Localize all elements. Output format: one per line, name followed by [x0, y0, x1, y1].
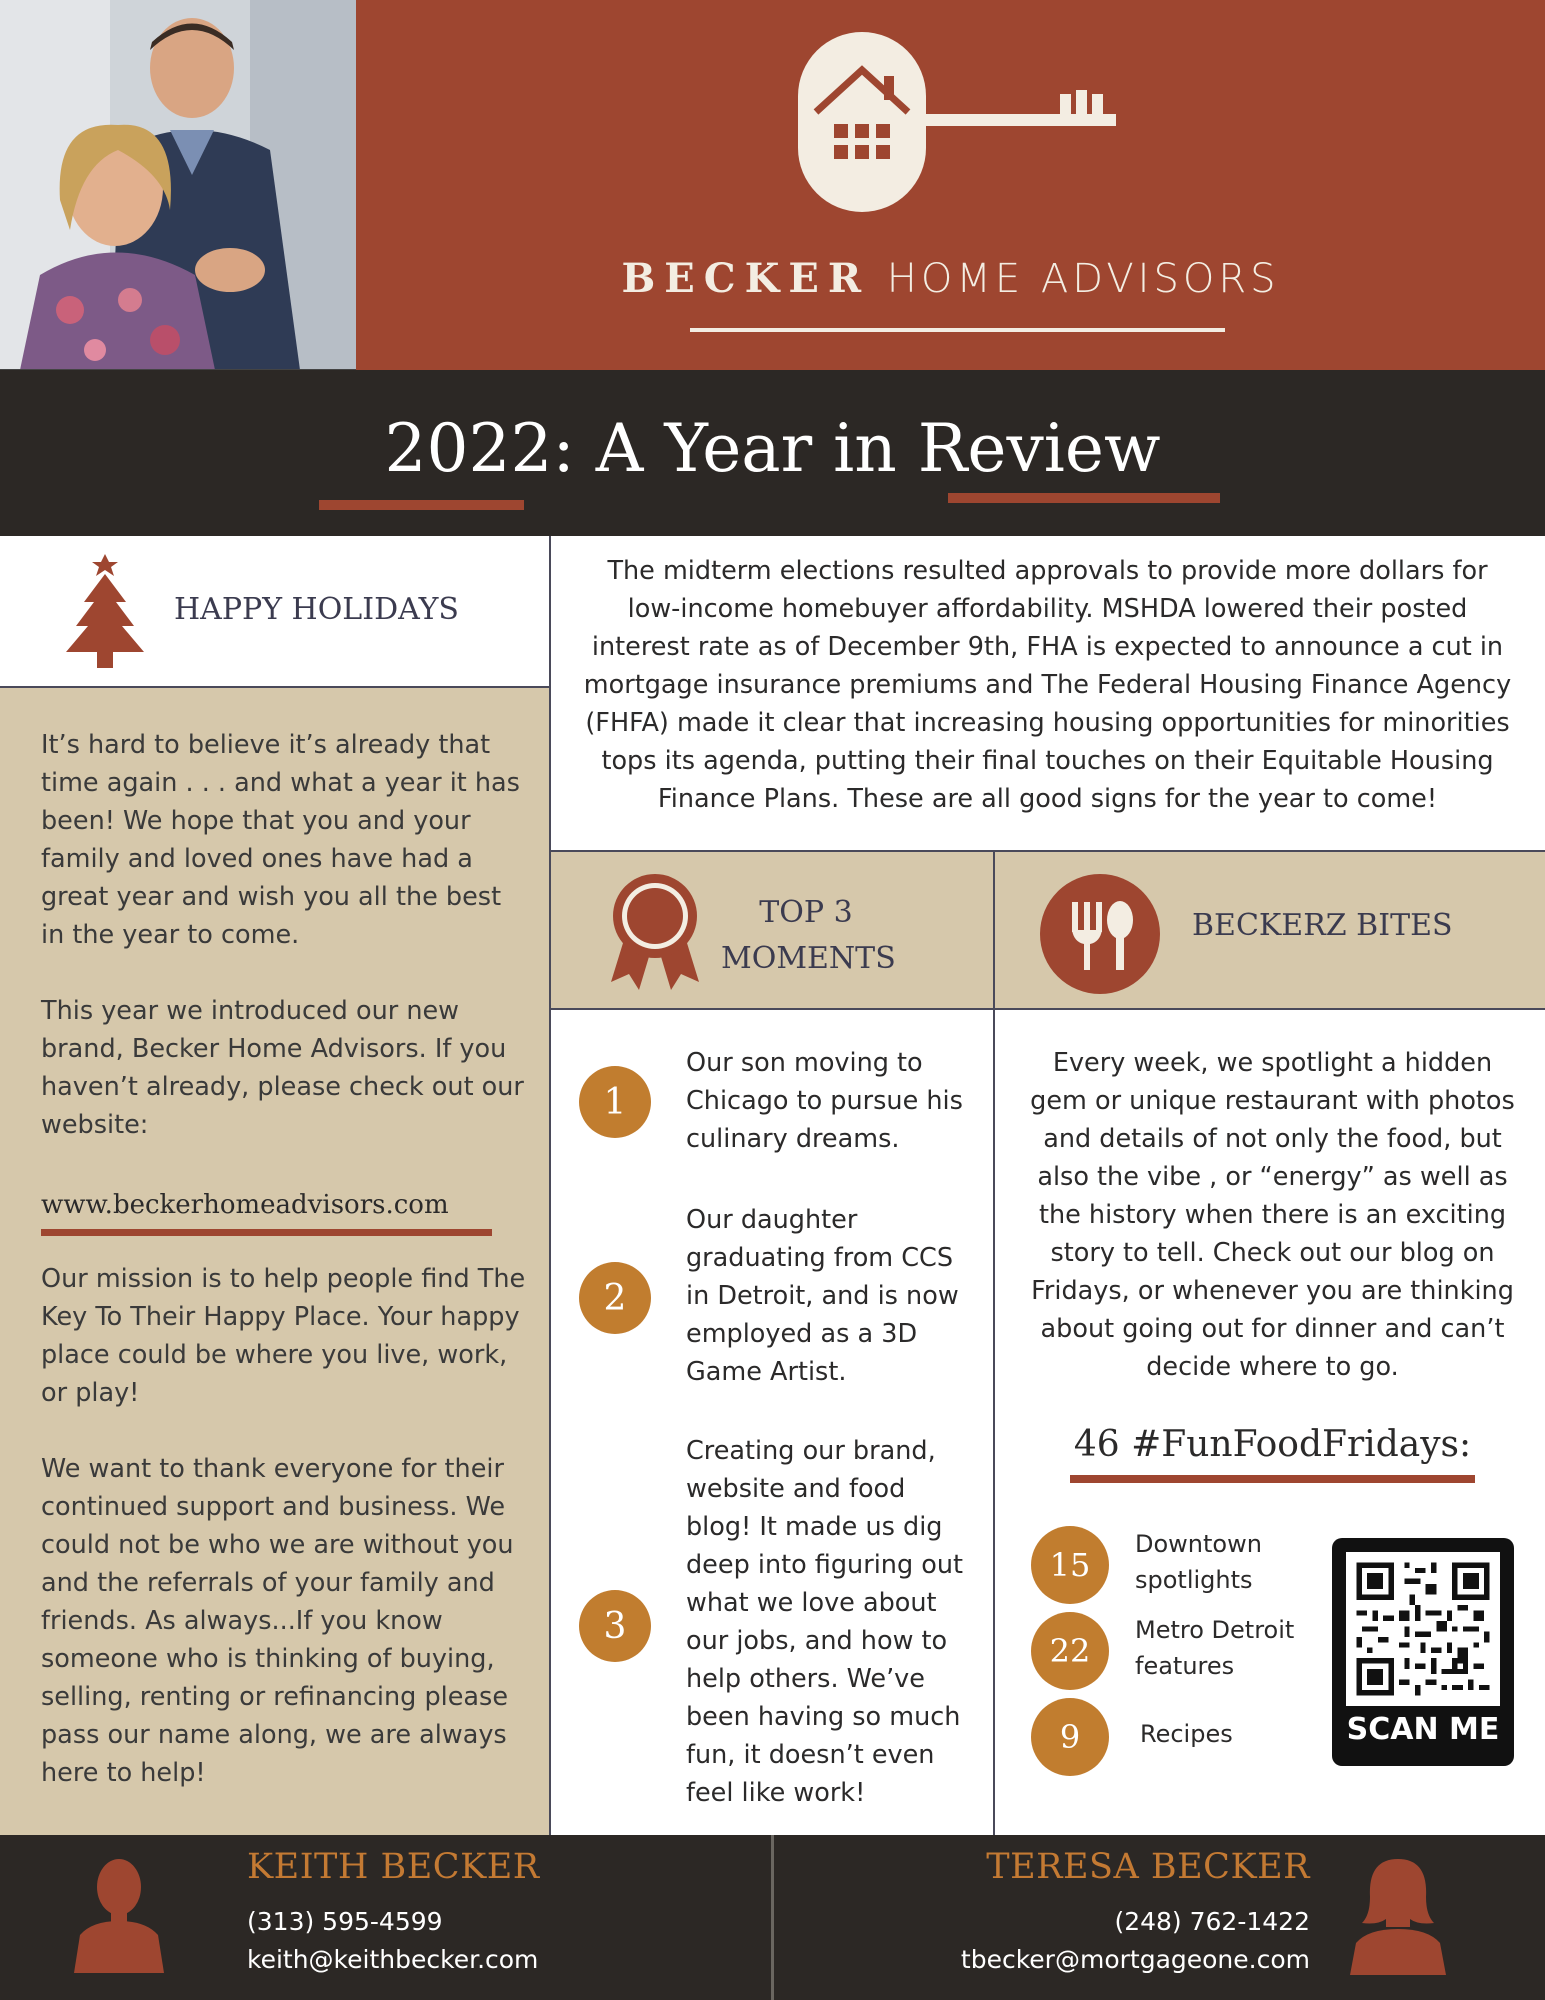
- moment-1-text: Our son moving to Chicago to pursue his culinary dreams.: [686, 1048, 963, 1154]
- fun-food-fridays-heading: 46 #FunFoodFridays:: [1073, 1424, 1472, 1465]
- website-underline: [41, 1229, 492, 1236]
- keith-name: KEITH BECKER: [247, 1847, 540, 1887]
- moment-2-badge: 2: [579, 1262, 651, 1334]
- brand-header: [356, 0, 1545, 370]
- moments-heading: [721, 890, 896, 982]
- moment-3-badge: 3: [579, 1590, 651, 1662]
- stat-downtown-label: Downtown spotlights: [1135, 1530, 1262, 1594]
- qr-scan-label: SCAN ME: [1346, 1712, 1500, 1747]
- house-key-icon: [798, 32, 1138, 216]
- moments-heading-line-2: MOMENTS: [721, 941, 896, 976]
- title-underline-right: [948, 493, 1220, 503]
- holidays-body: [0, 688, 550, 1835]
- bites-paragraph: Every week, we spotlight a hidden gem or unique restaurant with photos and details of not only the food, but also the vibe , or “energy” as well as the history when there is an exciting story to tell. Check out our blog on Fridays, or whenever you are thinking about going out for dinner and can’t decide where to go.: [1030, 1048, 1515, 1382]
- man-silhouette-icon: [72, 1855, 166, 1977]
- keith-phone[interactable]: (313) 595-4599: [247, 1907, 443, 1936]
- teresa-email[interactable]: tbecker@mortgageone.com: [960, 1945, 1310, 1974]
- website-link[interactable]: www.beckerhomeadvisors.com: [41, 1190, 449, 1220]
- holidays-heading: HAPPY HOLIDAYS: [174, 592, 459, 627]
- brand-name: [356, 255, 1545, 302]
- page-title: 2022: A Year in Review: [384, 410, 1161, 487]
- footer-divider: [771, 1835, 774, 2000]
- holidays-paragraph-2: This year we introduced our new brand, Becker Home Advisors. If you haven’t already, please check out our website:: [41, 996, 524, 1140]
- couple-photo: [0, 0, 356, 370]
- bites-heading: BECKERZ BITES: [1192, 908, 1453, 943]
- qr-code-icon: [1346, 1552, 1500, 1706]
- moment-1-badge: 1: [579, 1066, 651, 1138]
- moments-heading-line-1: TOP 3: [759, 895, 853, 930]
- stat-metro-badge: 22: [1031, 1612, 1109, 1690]
- intro-paragraph: The midterm elections resulted approvals to provide more dollars for low-income homebuyer affordability. MSHDA lowered their posted interest rate as of December 9th, FHA is expected to announce a cut in mortgage insurance premiums and The Federal Housing Finance Agency (FHFA) made it clear that increasing housing opportunities for minorities tops its agenda, putting their final touches on their Equitable Housing Finance Plans. These are all good signs for the year to come!: [583, 556, 1512, 814]
- christmas-tree-icon: [62, 554, 148, 676]
- brand-divider: [690, 328, 1225, 332]
- section-header-band: [551, 850, 1545, 1010]
- brand-name-bold: BECKER: [621, 255, 871, 302]
- holidays-paragraph-1: It’s hard to believe it’s already that time again . . . and what a year it has been! We hope that you and your family and loved ones have had a great year and wish you all the best in the year to come.: [41, 730, 520, 950]
- holidays-header: [0, 536, 550, 688]
- stat-recipes-label: Recipes: [1140, 1720, 1233, 1748]
- qr-code-card[interactable]: [1332, 1538, 1514, 1766]
- title-underline-left: [319, 500, 524, 510]
- holidays-paragraph-4: We want to thank everyone for their continued support and business. We could not be who we are without you and the referrals of your family and friends. As always...If you know someone who is thinking of buying, selling, renting or refinancing please pass our name along, we are always here to help!: [41, 1454, 514, 1788]
- middle-divider: [993, 850, 995, 1835]
- moment-3-text: Creating our brand, website and food blog! It made us dig deep into figuring out what we love about our jobs, and how to help others. We’ve been having so much fun, it doesn’t even feel like work!: [686, 1436, 964, 1808]
- stat-recipes-badge: 9: [1031, 1698, 1109, 1776]
- moment-2-text: Our daughter graduating from CCS in Detroit, and is now employed as a 3D Game Artist.: [686, 1205, 959, 1387]
- award-ribbon-icon: [609, 870, 701, 996]
- keith-email[interactable]: keith@keithbecker.com: [247, 1945, 539, 1974]
- stat-metro-label: Metro Detroit features: [1135, 1616, 1295, 1680]
- column-divider: [549, 536, 551, 1835]
- woman-silhouette-icon: [1348, 1857, 1448, 1979]
- teresa-name: TERESA BECKER: [986, 1847, 1310, 1887]
- brand-name-light: HOME ADVISORS: [886, 256, 1280, 302]
- holidays-paragraph-3: Our mission is to help people find The Key To Their Happy Place. Your happy place could be where you live, work, or play!: [41, 1264, 526, 1408]
- fork-spoon-icon: [1040, 874, 1160, 998]
- teresa-phone[interactable]: (248) 762-1422: [1114, 1907, 1310, 1936]
- fridays-underline: [1070, 1475, 1475, 1483]
- stat-downtown-badge: 15: [1031, 1526, 1109, 1604]
